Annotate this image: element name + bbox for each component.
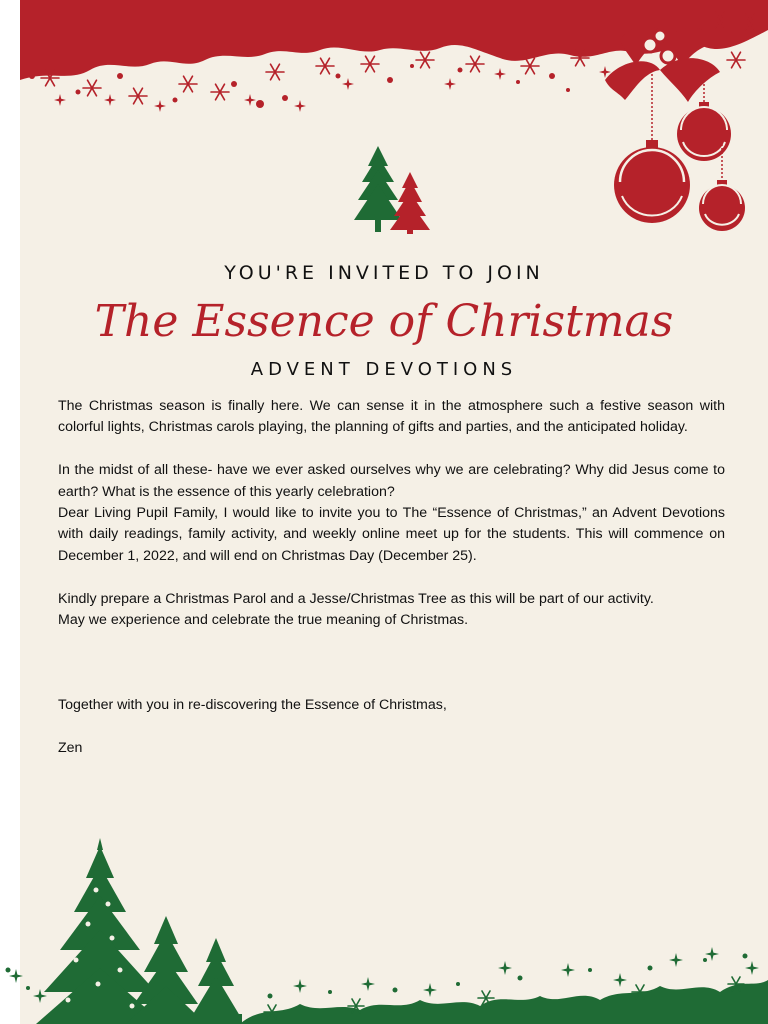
christmas-tree [190, 938, 242, 1024]
bottom-decoration [0, 820, 768, 1024]
pine-tree-icon [350, 144, 434, 236]
signature: Zen [58, 740, 83, 757]
subtitle: ADVENT DEVOTIONS [250, 359, 518, 380]
paragraph-blessing: May we experience and celebrate the true meaning of Christmas. [58, 612, 469, 629]
paragraph-prepare: Kindly prepare a Christmas Parol and a Jesse/Christmas Tree as this will be part of our activity. [58, 590, 654, 607]
page-title: The Essence of Christmas [94, 296, 674, 347]
paragraph-invite: Dear Living Pupil Family, I would like to invite you to The “Essence of Christmas,” an Advent Devotions with daily readings, family activity, and weekly online meet up for the students. This will commence on December 1, 2022, and will end on Christmas Day (December 25). [58, 505, 725, 564]
ground-foliage [240, 980, 768, 1024]
invitation-body [58, 396, 725, 760]
paragraph-intro: The Christmas season is finally here. We can sense it in the atmosphere such a festive season with colorful lights, Christmas carols playing, the planning of gifts and parties, and the anticipated holiday. [58, 398, 725, 436]
closing-line: Together with you in re-discovering the Essence of Christmas, [58, 697, 447, 714]
paragraph-question: In the midst of all these- have we ever asked ourselves why we are celebrating? Why did Jesus come to earth? What is the essence of this yearly celebration? [58, 462, 725, 500]
invite-line: YOU'RE INVITED TO JOIN [224, 262, 544, 284]
